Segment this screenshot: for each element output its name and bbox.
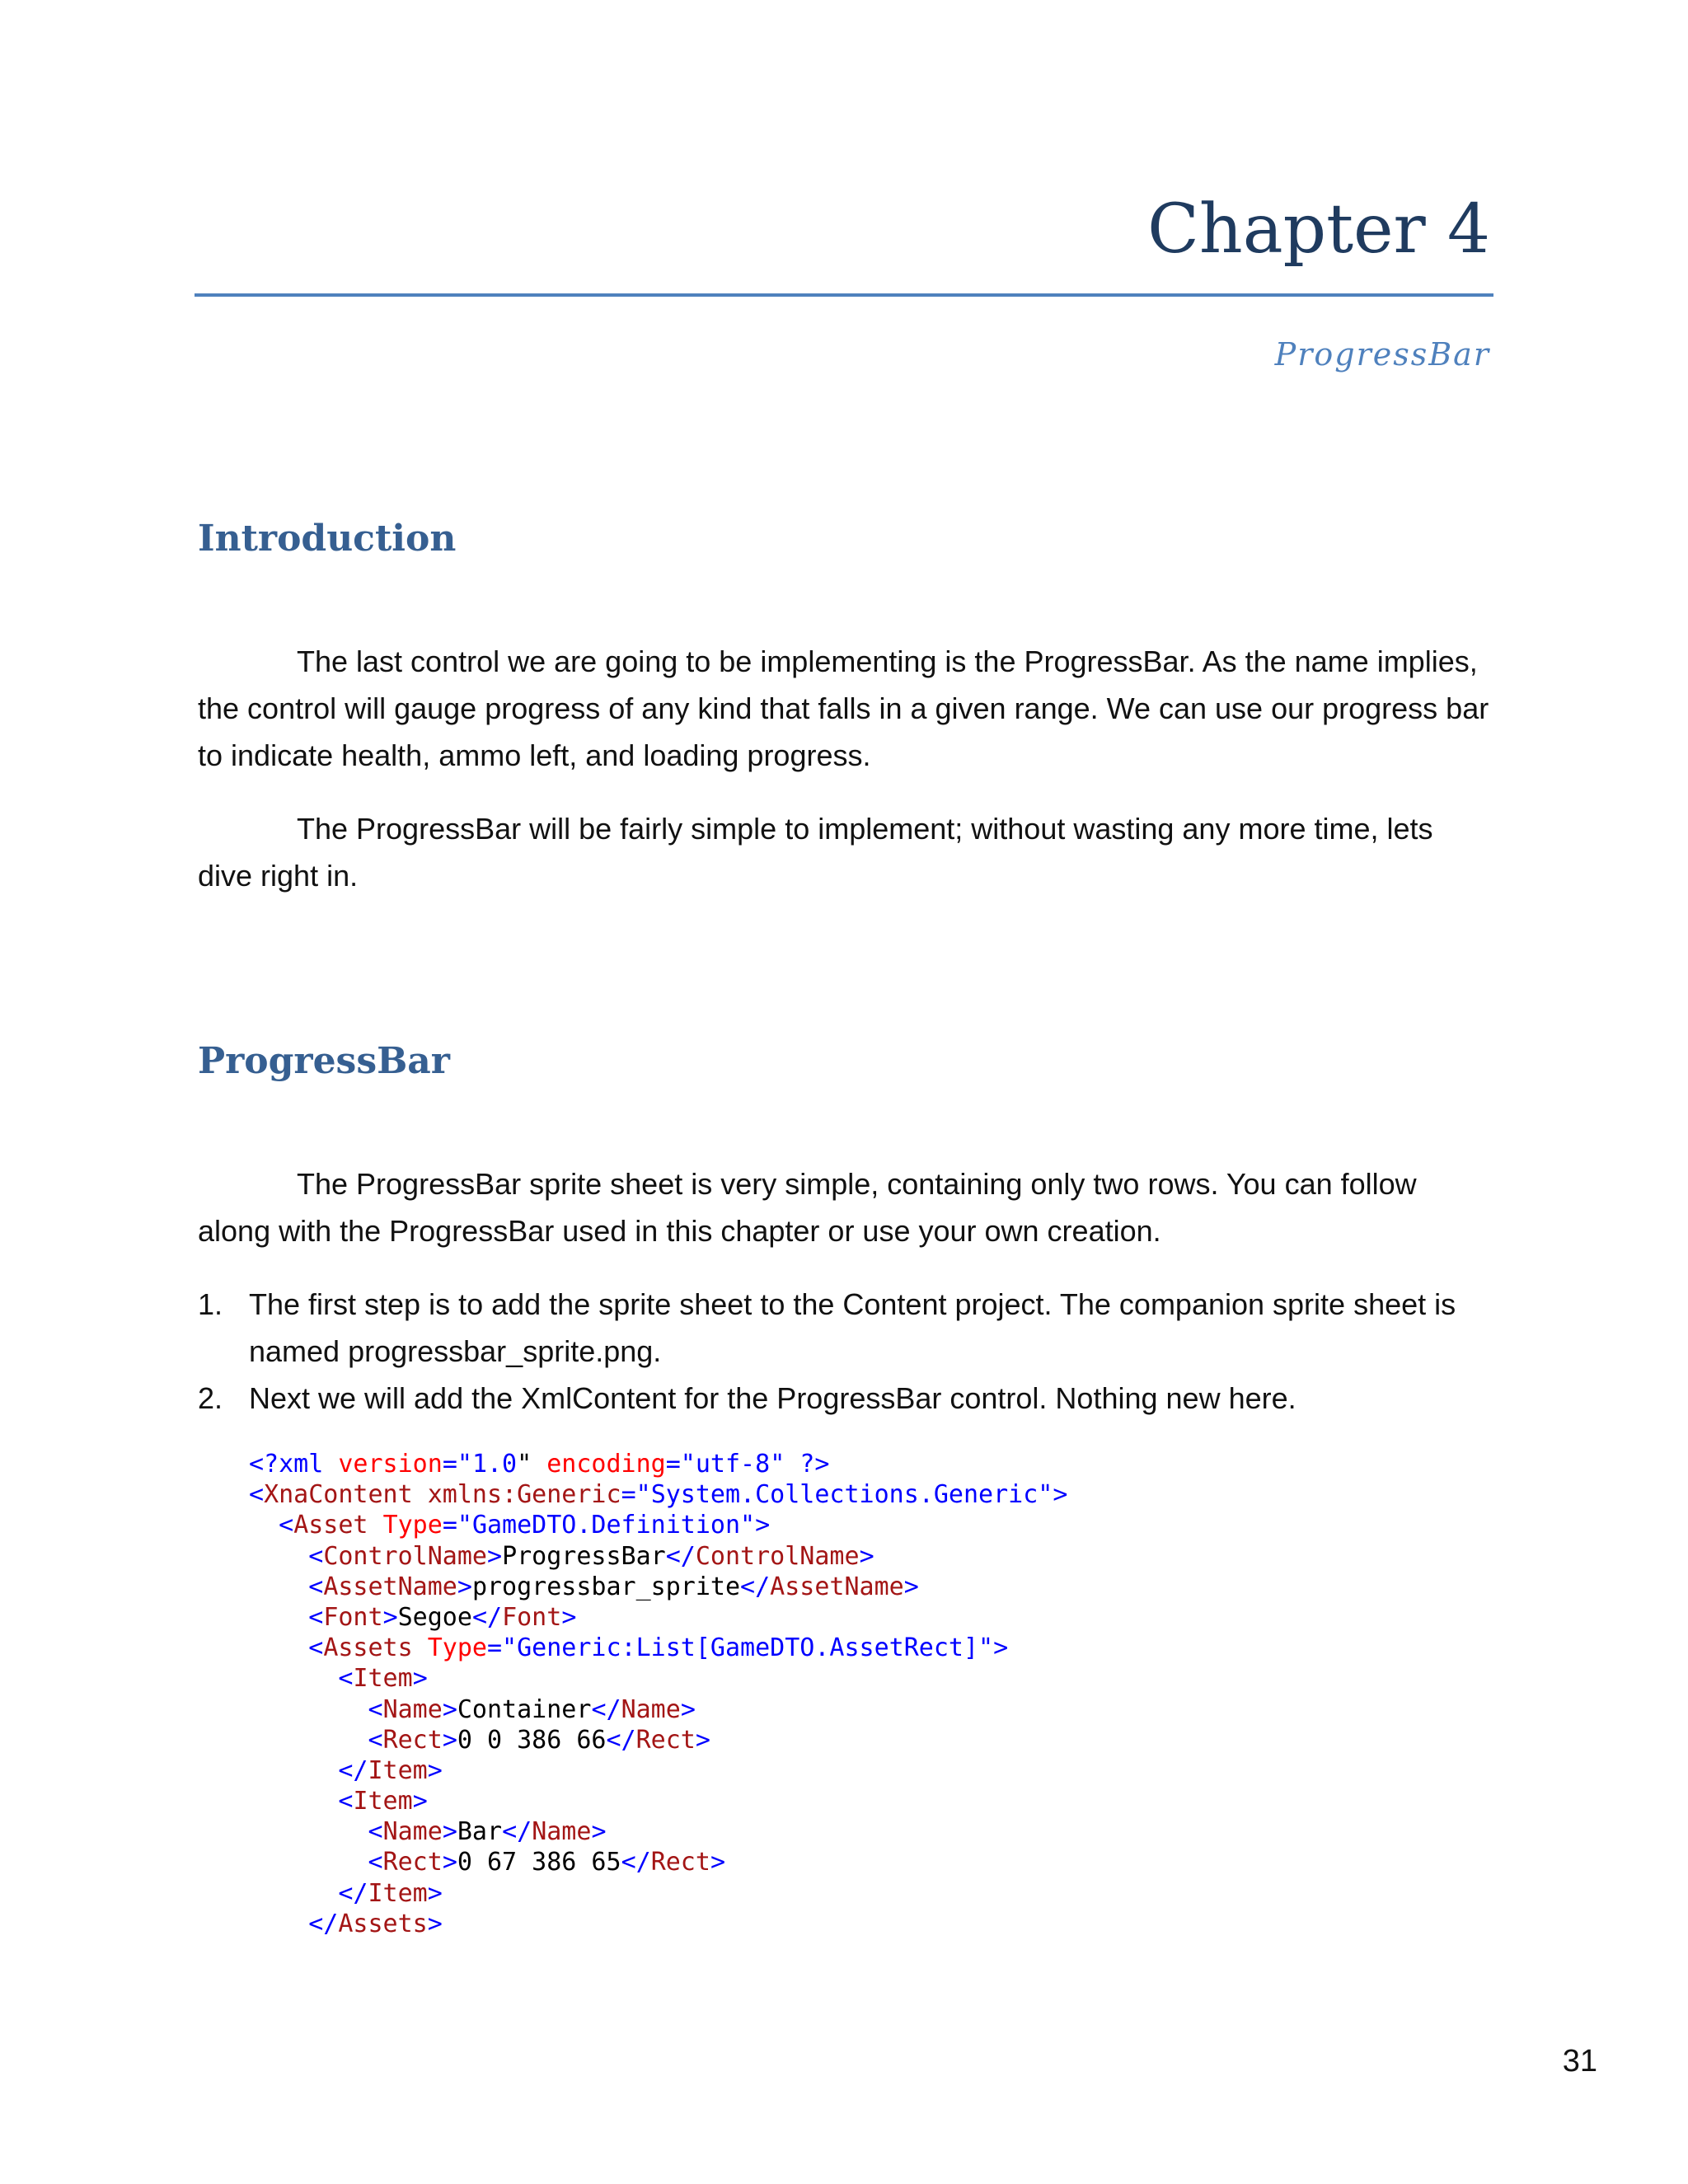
- code-line: [249, 1510, 1067, 1540]
- code-token: " ?>: [770, 1450, 830, 1479]
- code-token: >: [442, 1694, 457, 1724]
- chapter-divider: [195, 293, 1493, 297]
- code-token: progressbar_sprite: [471, 1572, 741, 1601]
- chapter-subtitle: ProgressBar: [1274, 336, 1490, 373]
- code-token: AssetName: [323, 1572, 457, 1601]
- code-token: </: [740, 1572, 771, 1601]
- code-line: [249, 1755, 1067, 1786]
- code-token: >: [412, 1787, 428, 1816]
- code-token: Font: [323, 1602, 383, 1632]
- code-token: <: [249, 1817, 383, 1847]
- code-line: [249, 1878, 1067, 1909]
- xml-code-block: [249, 1449, 1067, 1939]
- code-token: Rect: [635, 1725, 696, 1755]
- code-token: Generic:List[GameDTO.AssetRect]: [517, 1633, 979, 1663]
- list-item-text: Next we will add the XmlContent for the ProgressBar control. Nothing new here.: [249, 1381, 1296, 1415]
- code-token: ">: [740, 1511, 771, 1540]
- code-token: ": [517, 1450, 547, 1479]
- code-line: [249, 1541, 1067, 1572]
- code-token: >: [412, 1664, 428, 1694]
- code-token: </: [591, 1694, 621, 1724]
- code-token: <: [249, 1633, 324, 1663]
- code-token: </: [249, 1755, 368, 1785]
- list-item-number: 2.: [198, 1381, 223, 1415]
- section-heading-progressbar: ProgressBar: [198, 1040, 450, 1082]
- code-line: [249, 1663, 1067, 1694]
- code-token: </: [606, 1725, 636, 1755]
- code-token: Rect: [382, 1725, 443, 1755]
- code-token: <: [249, 1480, 265, 1510]
- list-item-text: The first step is to add the sprite sheet to the Content project. The companion sprite sheet is named progressbar_sprite.png.: [249, 1287, 1456, 1368]
- code-token: >: [695, 1725, 710, 1755]
- code-token: Segoe: [397, 1602, 472, 1632]
- code-token: ">: [978, 1633, 1009, 1663]
- code-token: Item: [353, 1787, 413, 1816]
- intro-paragraph-1: The last control we are going to be implementing is the ProgressBar. As the name implies, the control will gauge progress of any kind that falls in a given range. We can use our progress bar to indicate health, ammo left, and loading progress.: [198, 644, 1489, 772]
- code-token: </: [249, 1909, 339, 1938]
- list-item: [198, 1281, 1493, 1375]
- code-line: [249, 1909, 1067, 1939]
- intro-paragraph-2: The ProgressBar will be fairly simple to implement; without wasting any more time, lets dive right in.: [198, 812, 1433, 893]
- page-number: 31: [1562, 2044, 1597, 2079]
- list-item: [198, 1375, 1493, 1422]
- list-item-number: 1.: [198, 1287, 223, 1321]
- code-token: [413, 1633, 428, 1662]
- code-token: Rect: [382, 1848, 443, 1877]
- code-token: </: [665, 1541, 696, 1571]
- code-token: <: [249, 1541, 324, 1571]
- progressbar-paragraph: The ProgressBar sprite sheet is very simple, containing only two rows. You can follow along with the ProgressBar used in this chapter or use your own creation.: [198, 1167, 1417, 1248]
- code-token: xmlns:Generic: [427, 1480, 621, 1510]
- code-token: 0 0 386 66: [457, 1725, 607, 1755]
- code-token: </: [621, 1848, 651, 1877]
- code-token: =": [621, 1480, 651, 1510]
- code-token: Bar: [457, 1817, 503, 1847]
- code-token: Item: [368, 1755, 428, 1785]
- code-token: ControlName: [323, 1541, 487, 1571]
- code-token: >: [859, 1541, 874, 1571]
- code-token: =": [487, 1633, 518, 1663]
- code-token: [413, 1480, 428, 1509]
- code-token: ProgressBar: [502, 1541, 666, 1571]
- steps-list: [198, 1281, 1493, 1422]
- code-line: [249, 1725, 1067, 1755]
- code-line: [249, 1602, 1067, 1633]
- code-token: version: [338, 1450, 443, 1479]
- code-token: <: [249, 1511, 294, 1540]
- code-token: Name: [382, 1694, 443, 1724]
- code-token: XnaContent: [264, 1480, 413, 1510]
- code-token: Container: [457, 1694, 592, 1724]
- code-token: Name: [621, 1694, 681, 1724]
- code-line: [249, 1449, 1067, 1479]
- code-token: Name: [382, 1817, 443, 1847]
- code-token: <: [249, 1848, 383, 1877]
- code-token: Font: [502, 1602, 562, 1632]
- code-token: >: [382, 1602, 398, 1632]
- code-line: [249, 1479, 1067, 1510]
- code-token: <?xml: [249, 1450, 339, 1479]
- code-token: Name: [532, 1817, 592, 1847]
- code-token: </: [471, 1602, 503, 1632]
- code-token: Type: [382, 1511, 443, 1540]
- code-token: >: [903, 1572, 919, 1601]
- code-token: =": [442, 1450, 472, 1479]
- code-token: utf-8: [695, 1450, 771, 1479]
- code-token: >: [442, 1817, 457, 1847]
- code-token: GameDTO.Definition: [471, 1511, 741, 1540]
- code-token: >: [442, 1848, 457, 1877]
- code-token: AssetName: [770, 1572, 904, 1601]
- code-token: Rect: [650, 1848, 710, 1877]
- code-token: 0 67 386 65: [457, 1848, 621, 1877]
- code-token: >: [561, 1602, 577, 1632]
- code-token: Asset: [293, 1511, 368, 1540]
- code-token: [368, 1511, 383, 1540]
- code-token: System.Collections.Generic: [650, 1480, 1039, 1510]
- code-token: Item: [353, 1664, 413, 1694]
- code-token: >: [487, 1541, 503, 1571]
- code-token: >: [427, 1909, 443, 1938]
- code-token: >: [427, 1755, 443, 1785]
- code-token: ControlName: [695, 1541, 860, 1571]
- code-token: ">: [1038, 1480, 1068, 1510]
- code-token: >: [427, 1878, 443, 1908]
- code-token: <: [249, 1787, 354, 1816]
- code-token: Type: [427, 1633, 487, 1663]
- chapter-title: Chapter 4: [1147, 190, 1490, 269]
- code-token: <: [249, 1725, 383, 1755]
- code-token: Item: [368, 1878, 428, 1908]
- code-token: Assets: [338, 1909, 428, 1938]
- code-line: [249, 1633, 1067, 1663]
- code-token: =": [442, 1511, 472, 1540]
- code-token: >: [710, 1848, 725, 1877]
- code-line: [249, 1816, 1067, 1847]
- code-token: 1.0: [471, 1450, 518, 1479]
- code-token: >: [591, 1817, 607, 1847]
- code-token: <: [249, 1602, 324, 1632]
- code-token: <: [249, 1694, 383, 1724]
- code-token: >: [680, 1694, 696, 1724]
- code-line: [249, 1786, 1067, 1816]
- code-line: [249, 1572, 1067, 1602]
- code-token: </: [249, 1878, 368, 1908]
- code-line: [249, 1847, 1067, 1877]
- code-token: encoding: [546, 1450, 666, 1479]
- code-token: >: [457, 1572, 472, 1601]
- code-token: >: [442, 1725, 457, 1755]
- code-token: <: [249, 1572, 324, 1601]
- section-heading-introduction: Introduction: [198, 518, 457, 560]
- code-token: </: [502, 1817, 532, 1847]
- code-token: =": [665, 1450, 696, 1479]
- code-token: Assets: [323, 1633, 413, 1663]
- code-token: <: [249, 1664, 354, 1694]
- code-line: [249, 1694, 1067, 1725]
